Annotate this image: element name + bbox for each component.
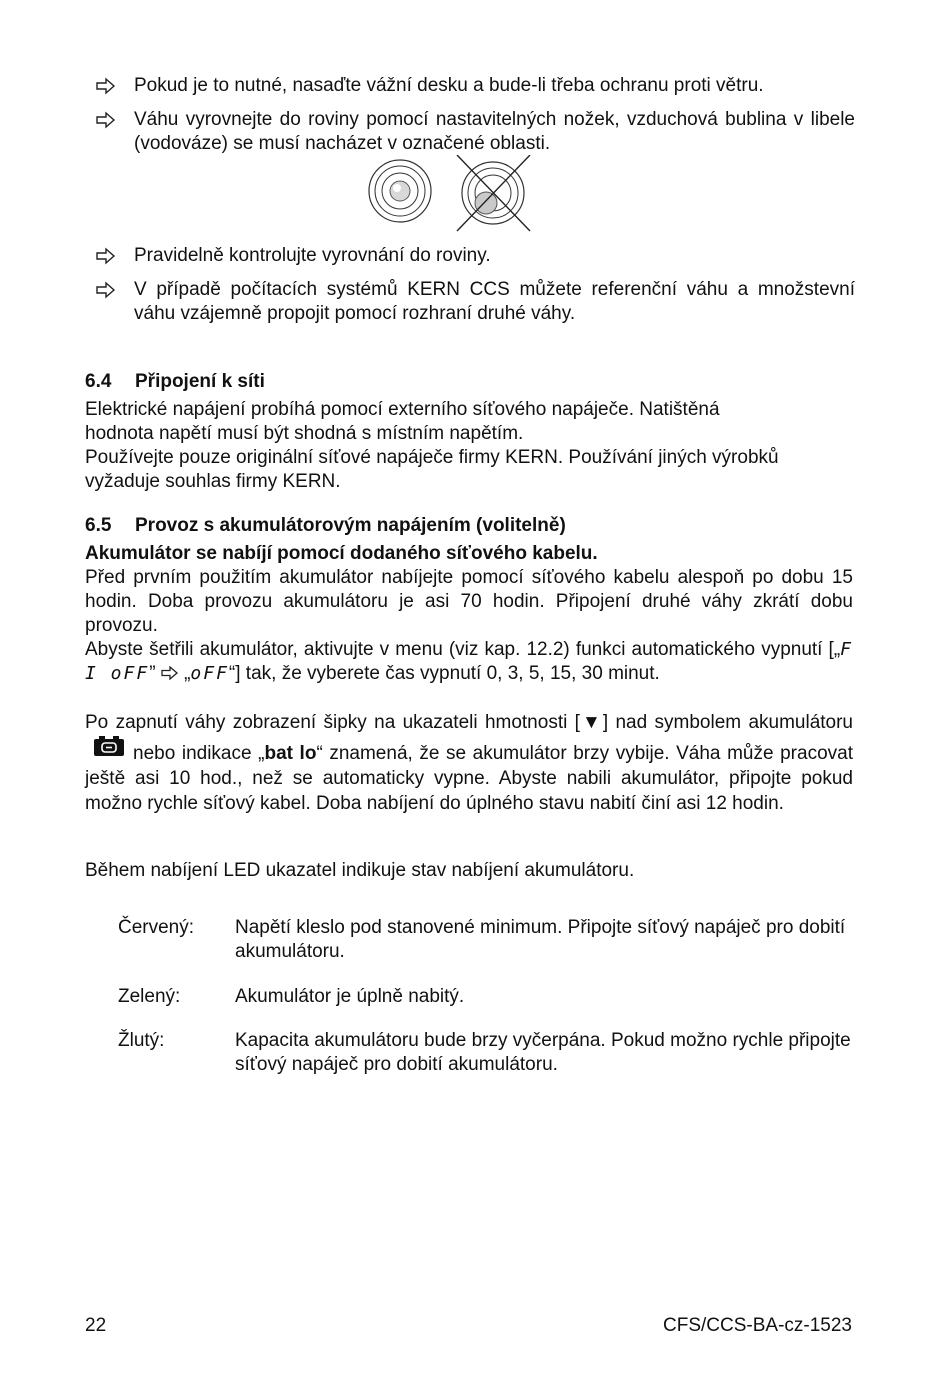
led-state-yellow xyxy=(118,1029,858,1077)
section-heading-6-5 xyxy=(85,514,566,538)
led-label: Zelený: xyxy=(118,986,181,1007)
page-number: 22 xyxy=(85,1315,107,1336)
led-description: Kapacita akumulátoru bude brzy vyčerpána. Pokud možno rychle připojte síťový napáječ pro dobití akumulátoru. xyxy=(235,1030,851,1075)
text-span: ” xyxy=(149,663,161,684)
paragraph xyxy=(85,710,853,816)
bullet-item xyxy=(85,278,855,326)
document-id: CFS/CCS-BA-cz-1523 xyxy=(663,1315,852,1336)
section-subtitle: Akumulátor se nabíjí pomocí dodaného síťového kabelu. xyxy=(85,543,598,564)
paragraph: Používejte pouze originální síťové napáječe firmy KERN. Používání jiných výrobků vyžaduje souhlas firmy KERN. xyxy=(85,447,779,492)
arrow-right-icon xyxy=(95,77,117,95)
bullet-item xyxy=(85,108,855,156)
arrow-right-icon xyxy=(95,111,117,129)
section-number: 6.4 xyxy=(85,371,112,392)
section-6-5-body xyxy=(85,542,853,686)
bullet-text: V případě počítacích systémů KERN CCS můžete referenční váhu a množstevní váhu vzájemně propojit pomocí rozhraní druhé váhy. xyxy=(134,279,855,324)
bullet-item xyxy=(85,74,855,98)
section-number: 6.5 xyxy=(85,515,112,536)
battery-icon xyxy=(93,735,125,757)
display-code-off: oFF xyxy=(190,663,229,684)
led-label: Žlutý: xyxy=(118,1030,165,1051)
arrow-right-icon xyxy=(161,666,179,680)
display-code-fioff: F I oFF xyxy=(85,639,853,684)
section-title: Provoz s akumulátorovým napájením (volitelně) xyxy=(135,515,566,536)
paragraph: Elektrické napájení probíhá pomocí externího síťového napáječe. Natištěná hodnota napětí musí být shodná s místním napětím. xyxy=(85,399,720,444)
bullet-text: Pravidelně kontrolujte vyrovnání do roviny. xyxy=(134,245,491,266)
led-label: Červený: xyxy=(118,917,195,938)
text-span: Abyste šetřili akumulátor, aktivujte v menu (viz kap. 12.2) funkci automatického vypnutí [„ xyxy=(85,639,841,660)
led-description: Akumulátor je úplně nabitý. xyxy=(235,986,465,1007)
text-span: “] tak, že vyberete čas vypnutí 0, 3, 5, 15, 30 minut. xyxy=(228,663,660,684)
section-6-4-body xyxy=(85,398,853,494)
arrow-right-icon xyxy=(95,281,117,299)
battery-paragraph xyxy=(85,710,853,816)
text-span: Po zapnutí váhy zobrazení šipky na ukazateli hmotnosti [▼] nad symbolem akumulátoru xyxy=(85,712,853,733)
arrow-right-icon xyxy=(95,247,117,265)
text-span: „ xyxy=(178,663,191,684)
paragraph-auto-off xyxy=(85,638,853,686)
led-state-green xyxy=(118,985,858,1009)
led-description: Napětí kleslo pod stanovené minimum. Připojte síťový napáječ pro dobití akumulátoru. xyxy=(235,917,846,962)
text-span: “ znamená, že se akumulátor brzy vybije. Váha může pracovat ještě asi 10 hod., než se automaticky vypne. Abyste nabili akumulátor, připojte pokud možno rychle síťový kabel. Doba nabíjení do úplného stavu nabití činí asi 12 hodin. xyxy=(85,743,853,814)
led-intro: Během nabíjení LED ukazatel indikuje stav nabíjení akumulátoru. xyxy=(85,860,635,881)
bullet-text: Pokud je to nutné, nasaďte vážní desku a bude-li třeba ochranu proti větru. xyxy=(134,75,764,96)
display-text-bat-lo: bat lo xyxy=(264,743,317,764)
bullet-item xyxy=(85,244,855,268)
text-span: nebo indikace „ xyxy=(133,743,265,764)
paragraph: Před prvním použitím akumulátor nabíjejte pomocí síťového kabelu alespoň po dobu 15 hodin. Doba provozu akumulátoru je asi 70 hodin. Připojení druhé váhy zkrátí dobu provozu. xyxy=(85,567,853,636)
led-state-red xyxy=(118,916,858,964)
level-bubble-wrong-icon xyxy=(365,155,535,233)
section-title: Připojení k síti xyxy=(135,371,265,392)
level-figure xyxy=(365,155,535,233)
bullet-text: Váhu vyrovnejte do roviny pomocí nastavitelných nožek, vzduchová bublina v libele (vodováze) se musí nacházet v označené oblasti. xyxy=(134,109,855,154)
section-heading-6-4 xyxy=(85,370,265,394)
